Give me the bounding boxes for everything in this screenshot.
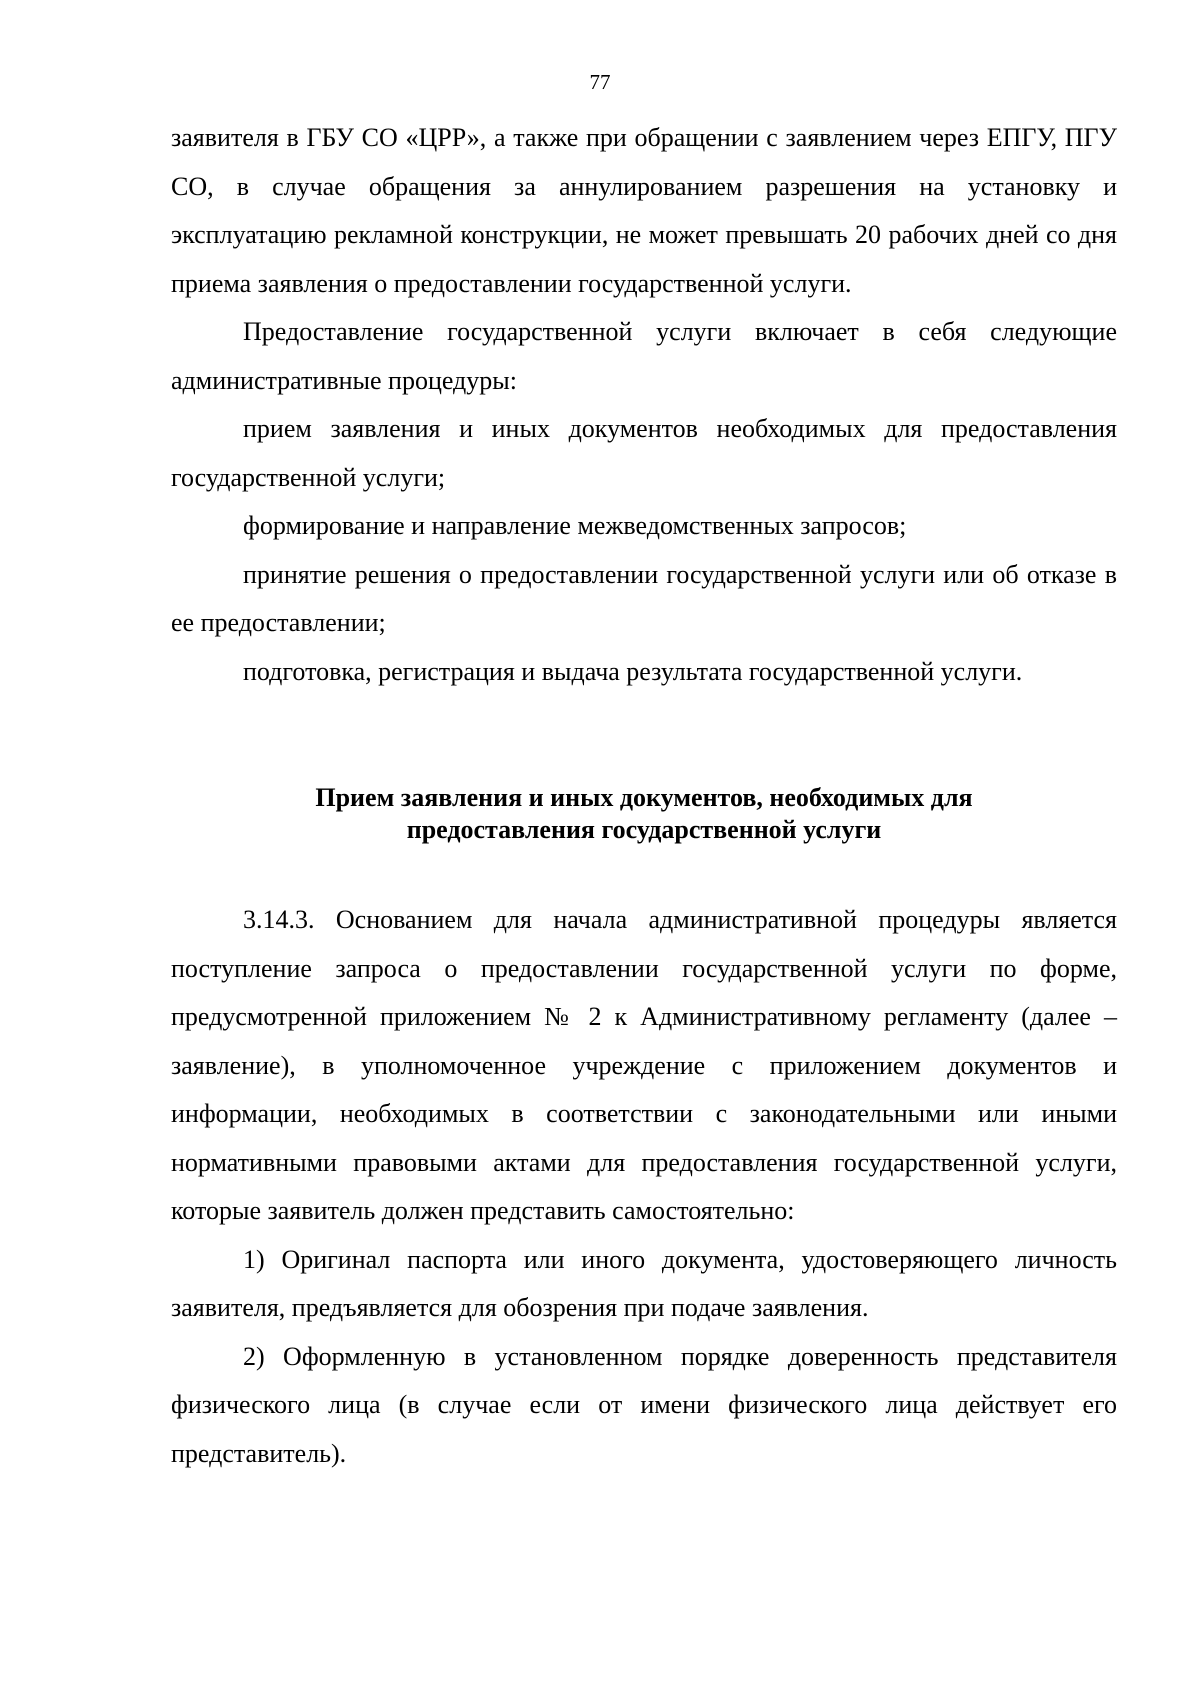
paragraph-3-14-3: 3.14.3. Основанием для начала административной процедуры является поступление запроса о предоставлении государственной услуги по форме, предусмотренной приложением № 2 к Административному регламенту (далее – заявление), в уполномоченное учреждение с приложением документов и информации, необходимых в соответствии с законодательными или иными нормативными правовыми актами для предоставления государственной услуги, которые заявитель должен представить самостоятельно: (171, 905, 1117, 1225)
list-item-document-2: 2) Оформленную в установленном порядке доверенность представителя физического лица (в случае если от имени физического лица действует его представитель). (171, 1341, 1117, 1468)
section-heading (171, 782, 1117, 846)
document-body (171, 114, 1117, 1478)
paragraph-continuation: заявителя в ГБУ СО «ЦРР», а также при обращении с заявлением через ЕПГУ, ПГУ СО, в случае обращения за аннулированием разрешения на установку и эксплуатацию рекламной конструкции, не может превышать 20 рабочих дней со дня приема заявления о предоставлении государственной услуги. (171, 123, 1117, 298)
section-heading-line-1: Прием заявления и иных документов, необходимых для (315, 783, 973, 812)
list-item-procedure-3: принятие решения о предоставлении государственной услуги или об отказе в ее предоставлении; (171, 559, 1117, 637)
page-number: 77 (589, 70, 611, 94)
list-item-procedure-2: формирование и направление межведомственных запросов; (243, 511, 907, 540)
list-item-document-1: 1) Оригинал паспорта или иного документа, удостоверяющего личность заявителя, предъявляется для обозрения при подаче заявления. (171, 1244, 1117, 1322)
section-heading-line-2: предоставления государственной услуги (406, 815, 882, 844)
list-item-procedure-1: прием заявления и иных документов необходимых для предоставления государственной услуги; (171, 414, 1117, 492)
list-item-procedure-4: подготовка, регистрация и выдача результата государственной услуги. (243, 656, 1023, 686)
paragraph-procedures-intro: Предоставление государственной услуги включает в себя следующие административные процедуры: (171, 317, 1117, 395)
